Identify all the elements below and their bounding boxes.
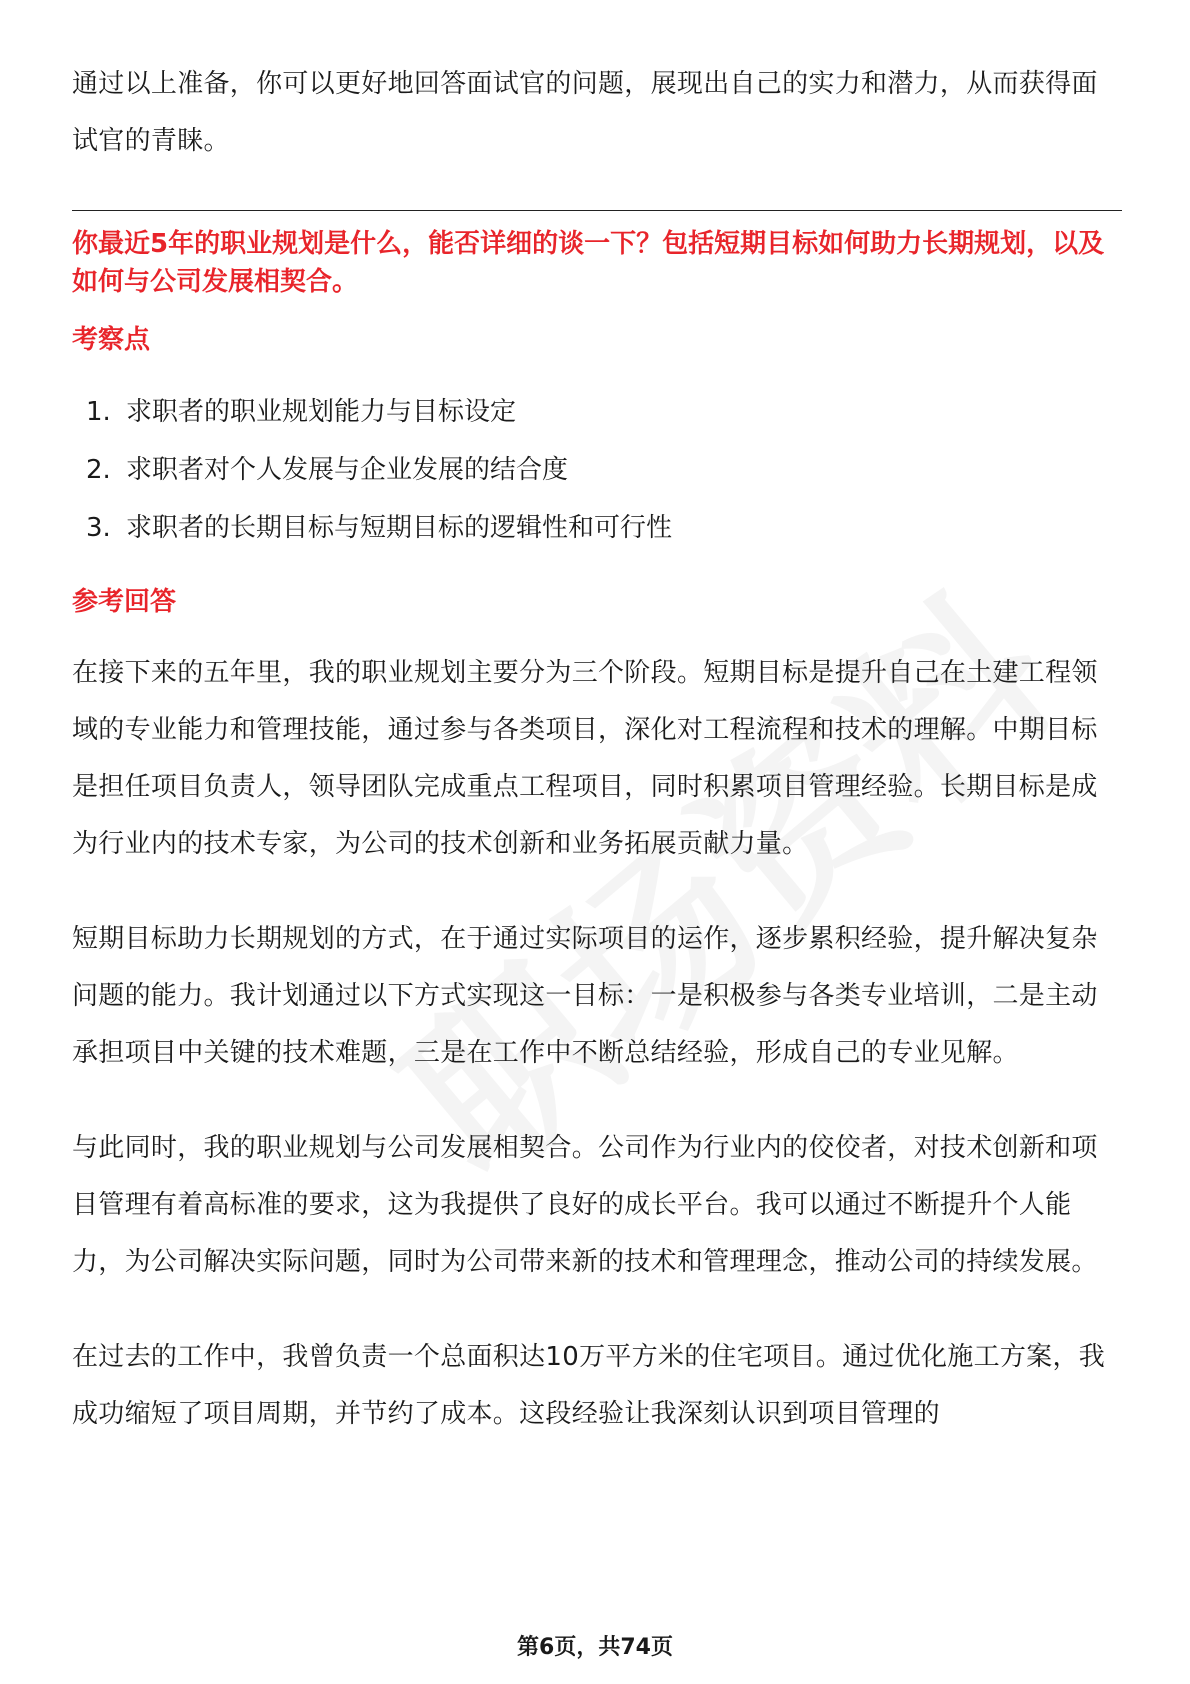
document-page	[72, 56, 1122, 1443]
list-number: 1.	[86, 397, 111, 427]
answer-heading: 参考回答	[72, 587, 177, 617]
list-item-text: 求职者的长期目标与短期目标的逻辑性和可行性	[126, 513, 673, 543]
list-item-text: 求职者对个人发展与企业发展的结合度	[126, 455, 569, 485]
interview-question: 你最近5年的职业规划是什么，能否详细的谈一下？包括短期目标如何助力长期规划，以及如何与公司发展相契合。	[72, 229, 1105, 297]
answer-paragraph: 在接下来的五年里，我的职业规划主要分为三个阶段。短期目标是提升自己在土建工程领域的专业能力和管理技能，通过参与各类项目，深化对工程流程和技术的理解。中期目标是担任项目负责人，领导团队完成重点工程项目，同时积累项目管理经验。长期目标是成为行业内的技术专家，为公司的技术创新和业务拓展贡献力量。	[72, 658, 1098, 859]
answer-paragraph: 在过去的工作中，我曾负责一个总面积达10万平方米的住宅项目。通过优化施工方案，我成功缩短了项目周期，并节约了成本。这段经验让我深刻认识到项目管理的	[72, 1342, 1106, 1429]
intro-paragraph: 通过以上准备，你可以更好地回答面试官的问题，展现出自己的实力和潜力，从而获得面试官的青睐。	[72, 69, 1098, 156]
assessment-heading: 考察点	[72, 325, 151, 355]
list-item	[86, 383, 1122, 441]
section-divider	[72, 210, 1122, 211]
answer-paragraph: 与此同时，我的职业规划与公司发展相契合。公司作为行业内的佼佼者，对技术创新和项目管理有着高标准的要求，这为我提供了良好的成长平台。我可以通过不断提升个人能力，为公司解决实际问题，同时为公司带来新的技术和管理理念，推动公司的持续发展。	[72, 1133, 1098, 1277]
list-number: 3.	[86, 513, 111, 543]
list-number: 2.	[86, 455, 111, 485]
answer-paragraph: 短期目标助力长期规划的方式，在于通过实际项目的运作，逐步累积经验，提升解决复杂问题的能力。我计划通过以下方式实现这一目标：一是积极参与各类专业培训，二是主动承担项目中关键的技术难题，三是在工作中不断总结经验，形成自己的专业见解。	[72, 924, 1098, 1068]
list-item	[86, 499, 1122, 557]
assessment-list	[72, 383, 1122, 557]
list-item	[86, 441, 1122, 499]
page-footer: 第6页，共74页	[517, 1635, 673, 1660]
list-item-text: 求职者的职业规划能力与目标设定	[126, 397, 517, 427]
